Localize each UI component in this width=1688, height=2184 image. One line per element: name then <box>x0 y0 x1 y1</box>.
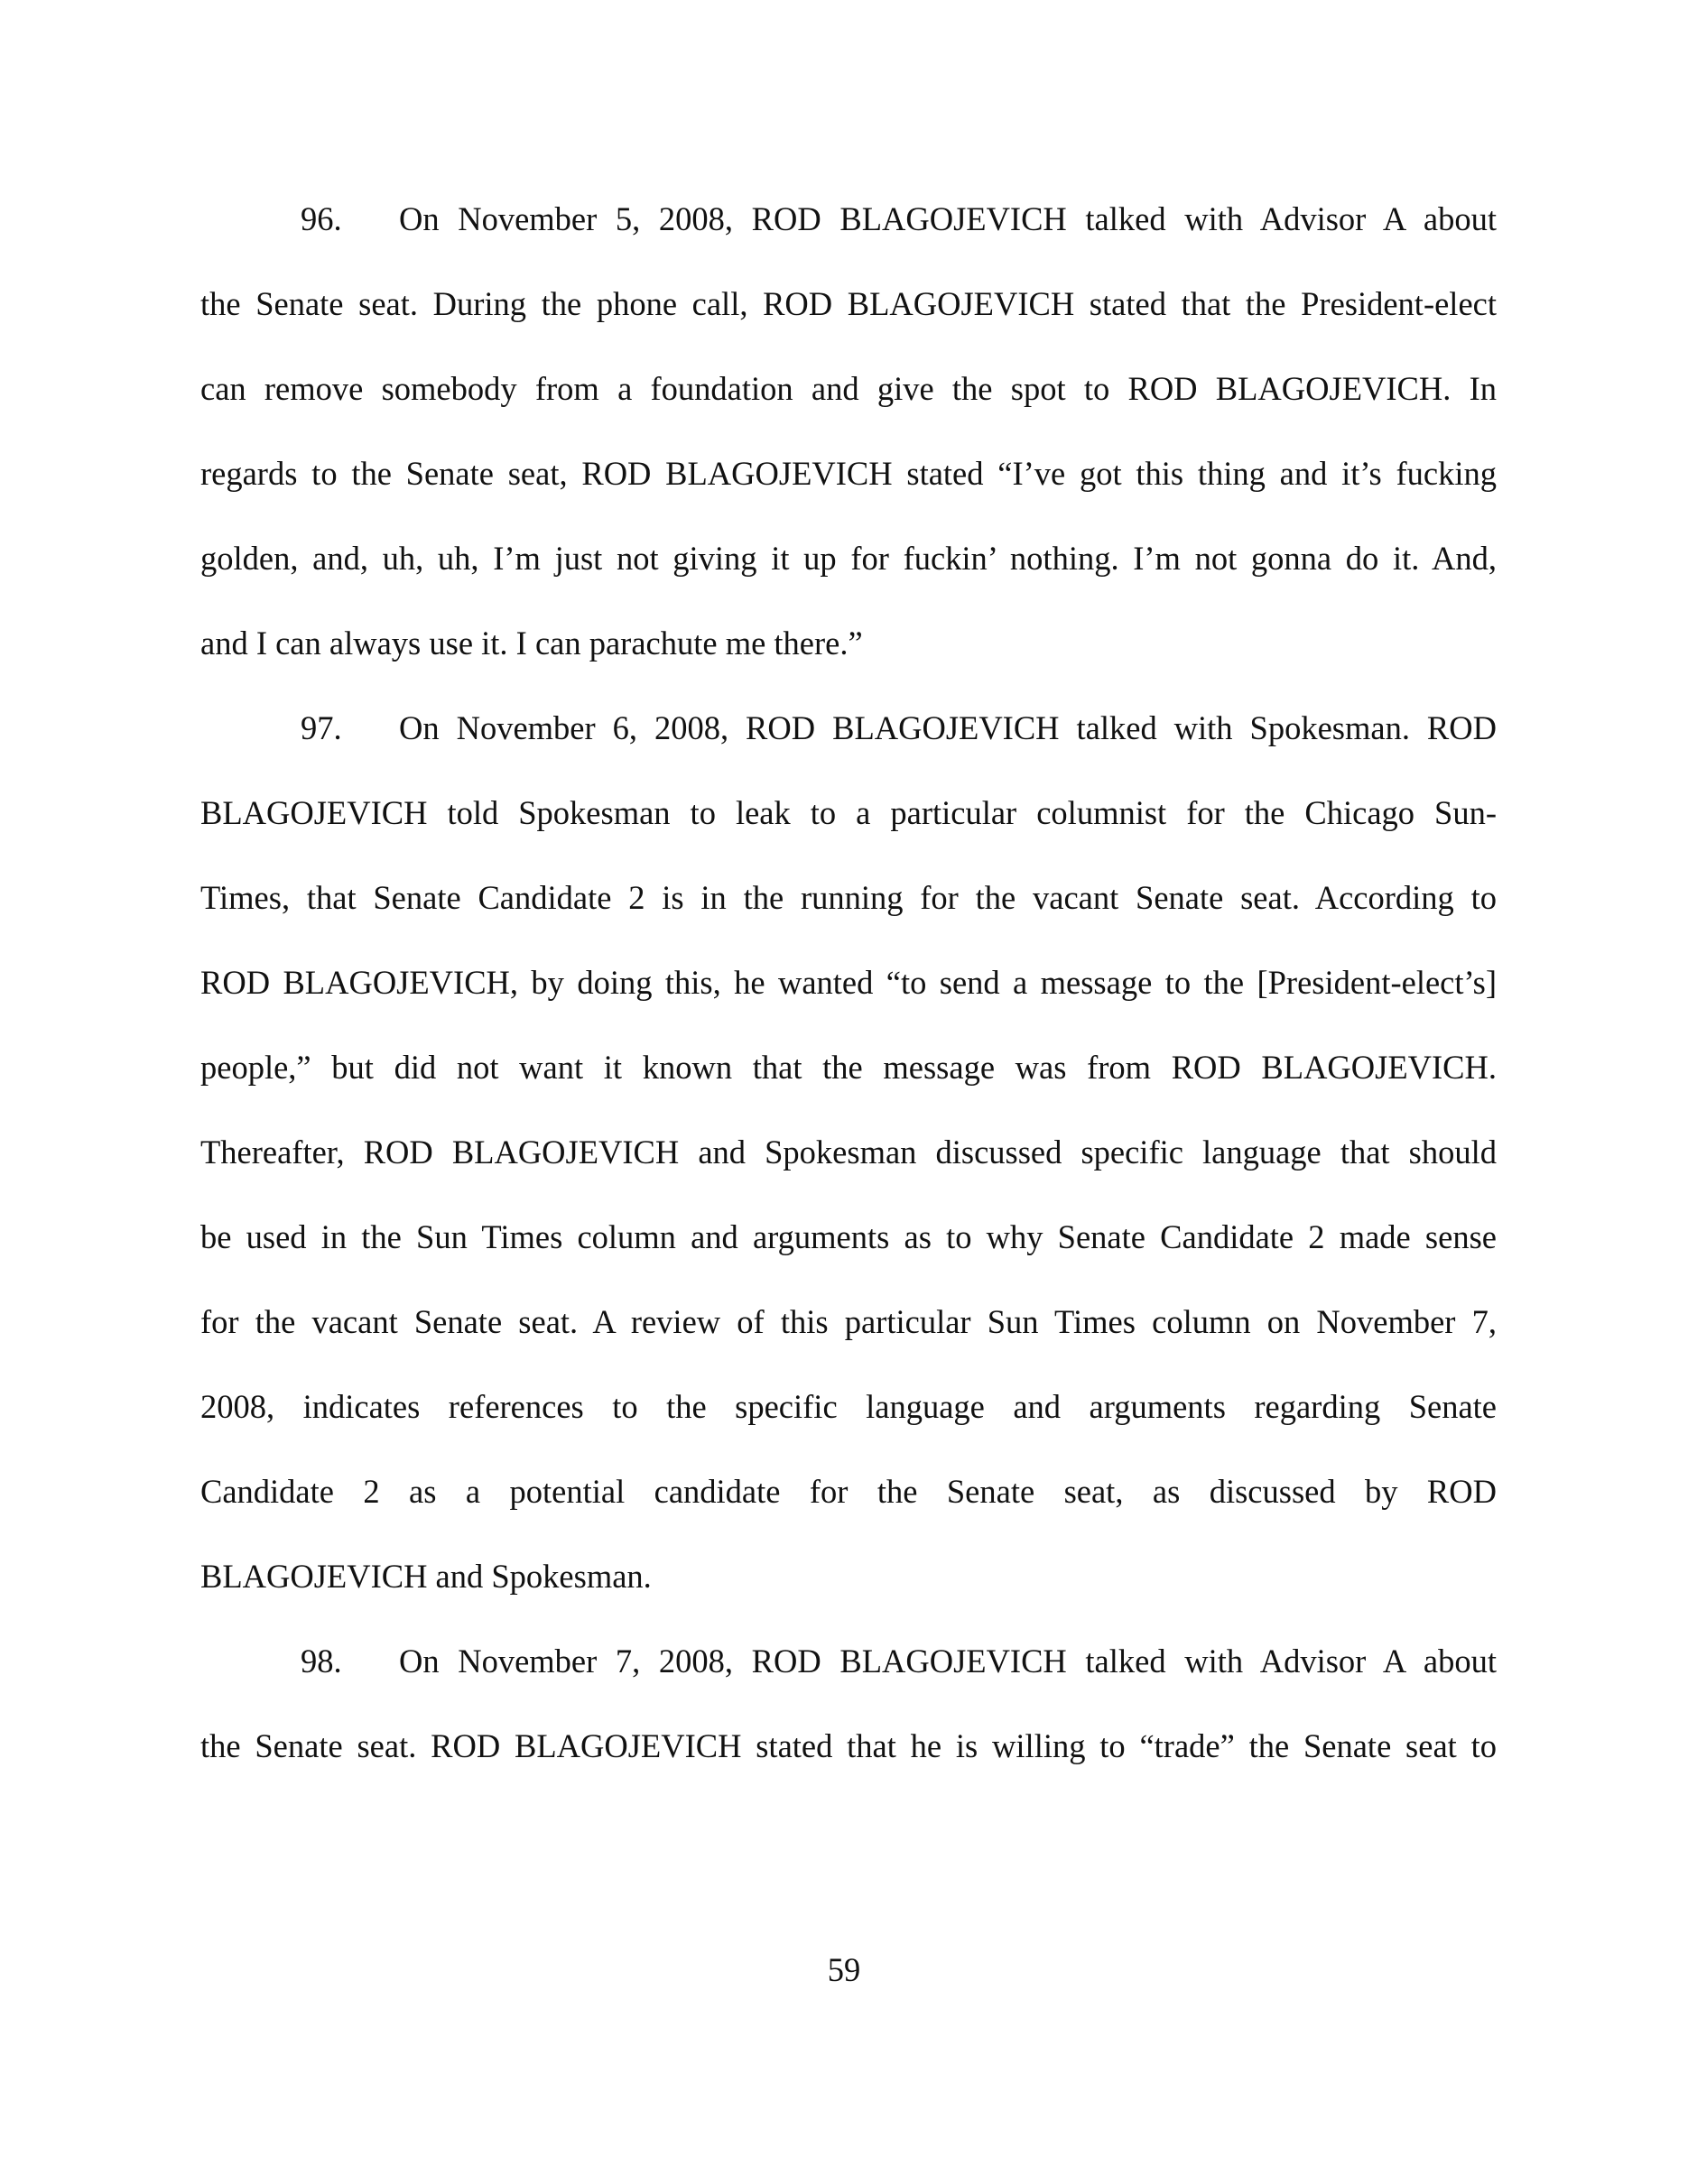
line-text: On November 5, 2008, ROD BLAGOJEVICH talked with Advisor A about <box>399 200 1497 237</box>
paragraph-line <box>200 686 1497 771</box>
paragraph-line: 2008, indicates references to the specific language and arguments regarding Senate <box>200 1388 1497 1425</box>
paragraph-number: 97. <box>301 709 342 746</box>
paragraph-line: Thereafter, ROD BLAGOJEVICH and Spokesman discussed specific language that should <box>200 1134 1497 1171</box>
line-text: On November 6, 2008, ROD BLAGOJEVICH talked with Spokesman. ROD <box>399 709 1497 746</box>
line-text: On November 7, 2008, ROD BLAGOJEVICH talked with Advisor A about <box>399 1643 1497 1680</box>
paragraph-98 <box>200 1619 1497 1789</box>
paragraph-line: ROD BLAGOJEVICH, by doing this, he wanted “to send a message to the [President-elect’s] <box>200 964 1497 1001</box>
paragraph-line: be used in the Sun Times column and arguments as to why Senate Candidate 2 made sense <box>200 1218 1497 1255</box>
document-body <box>200 177 1497 1789</box>
paragraph-line: can remove somebody from a foundation and give the spot to ROD BLAGOJEVICH. In <box>200 370 1497 407</box>
paragraph-number: 98. <box>301 1643 342 1680</box>
page-number: 59 <box>827 1951 861 1988</box>
paragraph-line: the Senate seat. ROD BLAGOJEVICH stated that he is willing to “trade” the Senate seat to <box>200 1727 1497 1764</box>
paragraph-line <box>200 1619 1497 1704</box>
paragraph-line: and I can always use it. I can parachute me there.” <box>200 625 863 662</box>
paragraph-96 <box>200 177 1497 686</box>
paragraph-line: people,” but did not want it known that the message was from ROD BLAGOJEVICH. <box>200 1049 1497 1086</box>
paragraph-97 <box>200 686 1497 1619</box>
paragraph-line: BLAGOJEVICH and Spokesman. <box>200 1558 652 1595</box>
paragraph-line: for the vacant Senate seat. A review of this particular Sun Times column on November 7, <box>200 1303 1497 1340</box>
paragraph-line: the Senate seat. During the phone call, ROD BLAGOJEVICH stated that the President-elect <box>200 285 1497 322</box>
paragraph-line: Candidate 2 as a potential candidate for the Senate seat, as discussed by ROD <box>200 1473 1497 1510</box>
paragraph-number: 96. <box>301 200 342 237</box>
paragraph-line: Times, that Senate Candidate 2 is in the running for the vacant Senate seat. According to <box>200 879 1497 916</box>
paragraph-line: regards to the Senate seat, ROD BLAGOJEVICH stated “I’ve got this thing and it’s fucking <box>200 455 1497 492</box>
paragraph-line <box>200 177 1497 262</box>
paragraph-line: BLAGOJEVICH told Spokesman to leak to a particular columnist for the Chicago Sun- <box>200 794 1497 831</box>
paragraph-line: golden, and, uh, uh, I’m just not giving it up for fuckin’ nothing. I’m not gonna do it. And, <box>200 540 1497 577</box>
